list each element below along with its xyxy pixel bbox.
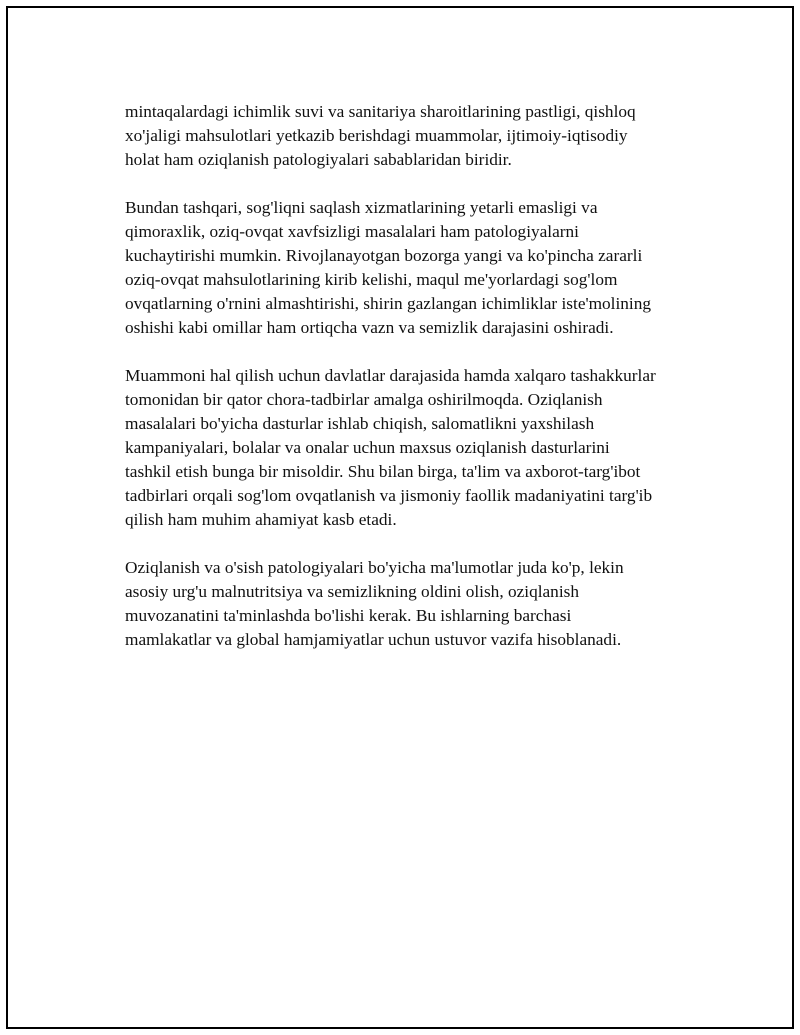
text-line: mamlakatlar va global hamjamiyatlar uchun ustuvor vazifa hisoblanadi. xyxy=(125,630,622,649)
text-line: Muammoni hal qilish uchun davlatlar darajasida hamda xalqaro tashakkurlar xyxy=(125,366,656,385)
text-line: holat ham oziqlanish patologiyalari sabablaridan biridir. xyxy=(125,150,512,169)
text-line: kampaniyalari, bolalar va onalar uchun maxsus oziqlanish dasturlarini xyxy=(125,438,610,457)
text-line: asosiy urg'u malnutritsiya va semizlikning oldini olish, oziqlanish xyxy=(125,582,579,601)
paragraph-4 xyxy=(125,556,705,652)
text-line: tashkil etish bunga bir misoldir. Shu bilan birga, ta'lim va axborot-targ'ibot xyxy=(125,462,641,481)
paragraph-3 xyxy=(125,364,705,532)
text-line: qilish ham muhim ahamiyat kasb etadi. xyxy=(125,510,397,529)
text-line: ovqatlarning o'rnini almashtirishi, shirin gazlangan ichimliklar iste'molining xyxy=(125,294,652,313)
text-line: Oziqlanish va o'sish patologiyalari bo'yicha ma'lumotlar juda ko'p, lekin xyxy=(125,558,624,577)
document-body xyxy=(125,100,705,676)
text-line: qimoraxlik, oziq-ovqat xavfsizligi masalalari ham patologiyalarni xyxy=(125,222,579,241)
text-line: kuchaytirishi mumkin. Rivojlanayotgan bozorga yangi va ko'pincha zararli xyxy=(125,246,643,265)
text-line: oziq-ovqat mahsulotlarining kirib kelishi, maqul me'yorlardagi sog'lom xyxy=(125,270,618,289)
text-line: xo'jaligi mahsulotlari yetkazib berishdagi muammolar, ijtimoiy-iqtisodiy xyxy=(125,126,628,145)
text-line: tadbirlari orqali sog'lom ovqatlanish va jismoniy faollik madaniyatini targ'ib xyxy=(125,486,653,505)
text-line: oshishi kabi omillar ham ortiqcha vazn va semizlik darajasini oshiradi. xyxy=(125,318,614,337)
paragraph-2 xyxy=(125,196,705,340)
text-line: tomonidan bir qator chora-tadbirlar amalga oshirilmoqda. Oziqlanish xyxy=(125,390,603,409)
page-frame xyxy=(6,6,794,1029)
text-line: mintaqalardagi ichimlik suvi va sanitariya sharoitlarining pastligi, qishloq xyxy=(125,102,636,121)
paragraph-1 xyxy=(125,100,705,172)
text-line: Bundan tashqari, sog'liqni saqlash xizmatlarining yetarli emasligi va xyxy=(125,198,598,217)
text-line: muvozanatini ta'minlashda bo'lishi kerak. Bu ishlarning barchasi xyxy=(125,606,572,625)
text-line: masalalari bo'yicha dasturlar ishlab chiqish, salomatlikni yaxshilash xyxy=(125,414,595,433)
